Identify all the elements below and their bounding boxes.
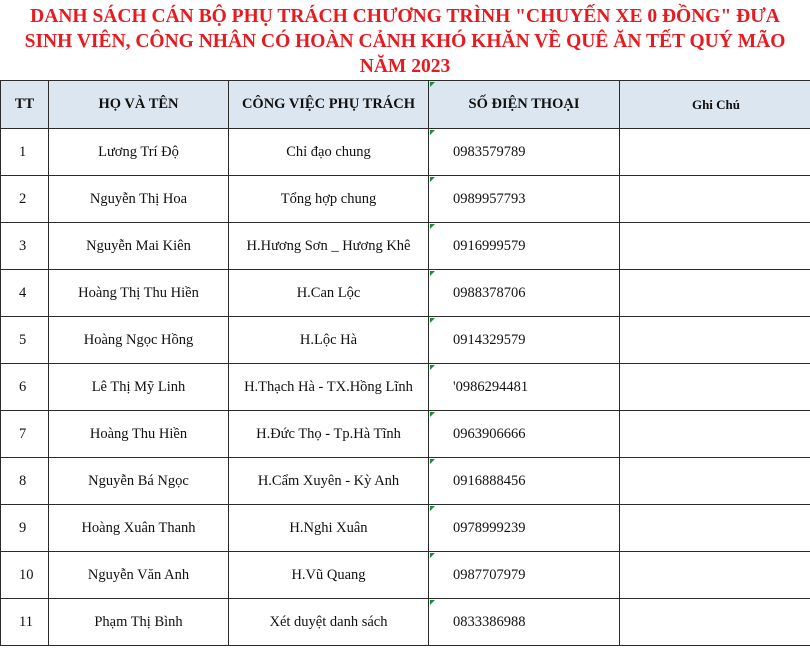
cell-marker-icon xyxy=(430,271,435,276)
cell-phone[interactable] xyxy=(429,129,620,176)
cell-job[interactable]: H.Hương Sơn _ Hương Khê xyxy=(229,223,429,270)
cell-marker-icon xyxy=(430,412,435,417)
cell-tt[interactable]: 4 xyxy=(1,270,49,317)
cell-marker-icon xyxy=(430,459,435,464)
cell-tt[interactable]: 10 xyxy=(1,552,49,599)
cell-tt[interactable]: 11 xyxy=(1,599,49,646)
cell-phone-value: 0914329579 xyxy=(453,331,526,348)
header-name[interactable]: HỌ VÀ TÊN xyxy=(49,81,229,129)
cell-phone-value: 0989957793 xyxy=(453,190,526,207)
cell-phone[interactable] xyxy=(429,552,620,599)
table-row xyxy=(1,176,810,223)
cell-job[interactable]: H.Thạch Hà - TX.Hồng Lĩnh xyxy=(229,364,429,411)
cell-tt[interactable]: 9 xyxy=(1,505,49,552)
cell-name[interactable]: Hoàng Thị Thu Hiền xyxy=(49,270,229,317)
cell-note[interactable] xyxy=(620,458,810,505)
cell-phone[interactable] xyxy=(429,176,620,223)
cell-note[interactable] xyxy=(620,270,810,317)
table-body xyxy=(1,129,810,646)
cell-note[interactable] xyxy=(620,317,810,364)
cell-name[interactable]: Hoàng Ngọc Hồng xyxy=(49,317,229,364)
cell-note[interactable] xyxy=(620,411,810,458)
table-row xyxy=(1,458,810,505)
cell-name[interactable]: Nguyễn Bá Ngọc xyxy=(49,458,229,505)
cell-phone[interactable] xyxy=(429,599,620,646)
cell-tt[interactable]: 6 xyxy=(1,364,49,411)
cell-phone-value: 0987707979 xyxy=(453,566,526,583)
cell-note[interactable] xyxy=(620,223,810,270)
cell-tt[interactable]: 3 xyxy=(1,223,49,270)
cell-marker-icon xyxy=(430,553,435,558)
table-row xyxy=(1,411,810,458)
cell-tt[interactable]: 8 xyxy=(1,458,49,505)
cell-marker-icon xyxy=(430,600,435,605)
cell-phone-value: 0963906666 xyxy=(453,425,526,442)
cell-phone[interactable] xyxy=(429,505,620,552)
cell-note[interactable] xyxy=(620,552,810,599)
table-row xyxy=(1,317,810,364)
cell-job[interactable]: H.Nghi Xuân xyxy=(229,505,429,552)
header-note[interactable]: Ghi Chú xyxy=(620,81,810,129)
cell-phone[interactable] xyxy=(429,458,620,505)
cell-marker-icon xyxy=(430,177,435,182)
cell-job[interactable]: H.Lộc Hà xyxy=(229,317,429,364)
cell-note[interactable] xyxy=(620,599,810,646)
staff-table xyxy=(0,80,810,646)
cell-tt[interactable]: 1 xyxy=(1,129,49,176)
cell-name[interactable]: Nguyễn Văn Anh xyxy=(49,552,229,599)
table-row xyxy=(1,270,810,317)
table-row xyxy=(1,552,810,599)
cell-phone-value: 0916999579 xyxy=(453,237,526,254)
cell-note[interactable] xyxy=(620,505,810,552)
cell-name[interactable]: Phạm Thị Bình xyxy=(49,599,229,646)
cell-phone-value: '0986294481 xyxy=(453,378,529,395)
cell-job[interactable]: Xét duyệt danh sách xyxy=(229,599,429,646)
cell-tt[interactable]: 5 xyxy=(1,317,49,364)
cell-name[interactable]: Nguyễn Mai Kiên xyxy=(49,223,229,270)
table-row xyxy=(1,599,810,646)
cell-phone[interactable] xyxy=(429,411,620,458)
header-phone[interactable] xyxy=(429,81,620,129)
header-tt[interactable]: TT xyxy=(1,81,49,129)
cell-phone-value: 0983579789 xyxy=(453,143,526,160)
cell-note[interactable] xyxy=(620,364,810,411)
cell-name[interactable]: Nguyễn Thị Hoa xyxy=(49,176,229,223)
title-line-3: NĂM 2023 xyxy=(359,56,451,77)
table-row xyxy=(1,129,810,176)
cell-job[interactable]: H.Can Lộc xyxy=(229,270,429,317)
cell-phone-value: 0916888456 xyxy=(453,472,526,489)
header-job[interactable]: CÔNG VIỆC PHỤ TRÁCH xyxy=(229,81,429,129)
cell-phone[interactable] xyxy=(429,364,620,411)
cell-marker-icon xyxy=(430,318,435,323)
table-header-row xyxy=(1,81,810,129)
cell-phone[interactable] xyxy=(429,223,620,270)
table-row xyxy=(1,505,810,552)
cell-phone-value: 0988378706 xyxy=(453,284,526,301)
cell-job[interactable]: Chỉ đạo chung xyxy=(229,129,429,176)
document-title xyxy=(0,0,810,80)
cell-marker-icon xyxy=(430,224,435,229)
cell-name[interactable]: Hoàng Xuân Thanh xyxy=(49,505,229,552)
cell-job[interactable]: H.Vũ Quang xyxy=(229,552,429,599)
cell-job[interactable]: H.Cẩm Xuyên - Kỳ Anh xyxy=(229,458,429,505)
cell-job[interactable]: Tổng hợp chung xyxy=(229,176,429,223)
cell-note[interactable] xyxy=(620,176,810,223)
cell-note[interactable] xyxy=(620,129,810,176)
cell-tt[interactable]: 7 xyxy=(1,411,49,458)
cell-phone[interactable] xyxy=(429,317,620,364)
cell-marker-icon xyxy=(430,130,435,135)
cell-name[interactable]: Lê Thị Mỹ Linh xyxy=(49,364,229,411)
cell-marker-icon xyxy=(430,506,435,511)
table-row xyxy=(1,364,810,411)
table-row xyxy=(1,223,810,270)
cell-phone-value: 0978999239 xyxy=(453,519,526,536)
cell-tt[interactable]: 2 xyxy=(1,176,49,223)
cell-job[interactable]: H.Đức Thọ - Tp.Hà Tĩnh xyxy=(229,411,429,458)
cell-marker-icon xyxy=(430,365,435,370)
title-line-1: DANH SÁCH CÁN BỘ PHỤ TRÁCH CHƯƠNG TRÌNH "CHUYẾN XE 0 ĐỒNG" ĐƯA xyxy=(30,6,780,27)
title-line-2: SINH VIÊN, CÔNG NHÂN CÓ HOÀN CẢNH KHÓ KHĂN VỀ QUÊ ĂN TẾT QUÝ MÃO xyxy=(24,31,786,52)
cell-name[interactable]: Hoàng Thu Hiền xyxy=(49,411,229,458)
cell-phone[interactable] xyxy=(429,270,620,317)
header-phone-label: SỐ ĐIỆN THOẠI xyxy=(468,96,580,112)
cell-marker-icon xyxy=(430,82,435,87)
cell-name[interactable]: Lương Trí Độ xyxy=(49,129,229,176)
cell-phone-value: 0833386988 xyxy=(453,613,526,630)
